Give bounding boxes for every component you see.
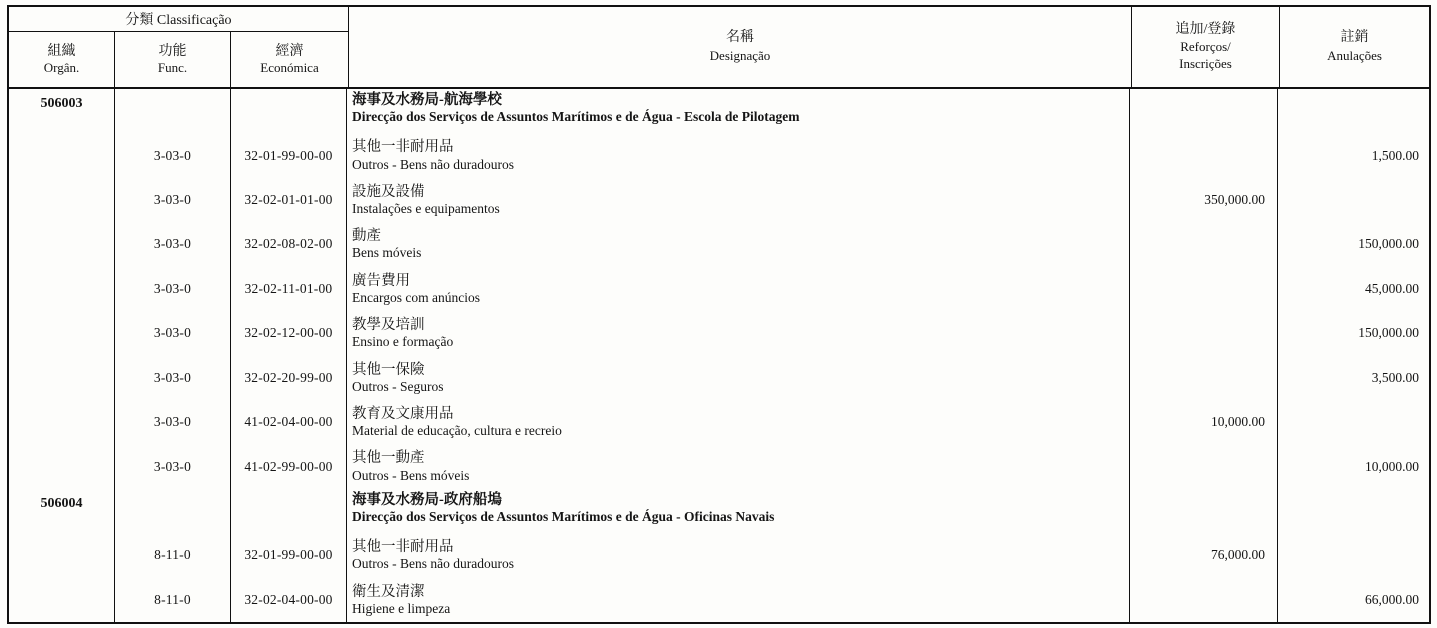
org-code-cell [9, 133, 115, 177]
table-row [9, 178, 1429, 222]
func-code-cell [115, 311, 231, 355]
econ-code: 32-02-04-00-00 [244, 591, 333, 607]
cancellations-amount: 150,000.00 [1358, 325, 1419, 341]
reinforcements-amount: 76,000.00 [1211, 547, 1265, 563]
designation-cell [347, 356, 1130, 400]
reinforcements-cell [1130, 311, 1278, 355]
designation-zh: 衛生及清潔 [352, 583, 425, 600]
designation-pt: Outros - Seguros [352, 378, 444, 394]
cancellations-amount: 3,500.00 [1371, 369, 1419, 385]
func-code-cell [115, 578, 231, 622]
reinforcements-cell [1130, 444, 1278, 488]
designation-pt: Higiene e limpeza [352, 600, 451, 616]
econ-code: 41-02-99-00-00 [244, 458, 333, 474]
cancellations-cell [1278, 489, 1429, 533]
func-code-cell [115, 533, 231, 577]
econ-code: 32-02-11-01-00 [244, 280, 333, 296]
func-code-cell [115, 400, 231, 444]
econ-code: 32-01-99-00-00 [244, 547, 333, 563]
designation-cell [347, 267, 1130, 311]
econ-code-cell [231, 222, 347, 266]
designation-zh: 其他一動產 [352, 450, 425, 467]
designation-cell [347, 533, 1130, 577]
reinforcements-cell [1130, 178, 1278, 222]
econ-code-cell [231, 489, 347, 533]
scan-noise [0, 0, 2, 2]
econ-code: 32-02-01-01-00 [244, 192, 333, 208]
func-code: 3-03-0 [153, 192, 192, 208]
org-code-cell [9, 89, 115, 133]
cancellations-cell [1278, 178, 1429, 222]
cancellations-cell [1278, 533, 1429, 577]
designation-pt: Ensino e formação [352, 334, 454, 350]
func-code-cell [115, 356, 231, 400]
header-designation-zh: 名稱 [726, 30, 754, 46]
reinforcements-cell [1130, 533, 1278, 577]
cancellations-amount: 150,000.00 [1358, 236, 1419, 252]
designation-zh: 動產 [352, 228, 381, 245]
designation-zh: 其他一非耐用品 [352, 539, 454, 556]
designation-zh: 其他一非耐用品 [352, 139, 454, 156]
func-code-cell [115, 489, 231, 533]
func-code: 3-03-0 [153, 280, 192, 296]
reinforcements-cell [1130, 267, 1278, 311]
header-designation [349, 7, 1132, 87]
func-code: 3-03-0 [153, 369, 192, 385]
func-code: 8-11-0 [154, 591, 191, 607]
designation-cell [347, 311, 1130, 355]
table-row [9, 356, 1429, 400]
func-code: 3-03-0 [153, 147, 192, 163]
reinforcements-cell [1130, 222, 1278, 266]
designation-zh: 教育及文康用品 [352, 406, 454, 422]
designation-cell [347, 578, 1130, 622]
header-org [9, 32, 115, 87]
func-code: 3-03-0 [153, 414, 192, 430]
table-row [9, 400, 1429, 444]
header-func-pt: Func. [157, 60, 188, 76]
header-reinforcements-pt2: Inscrições [1179, 56, 1232, 72]
designation-zh: 設施及設備 [352, 183, 425, 200]
econ-code-cell [231, 444, 347, 488]
func-code: 3-03-0 [153, 325, 192, 341]
header-cancellations-pt: Anulações [1327, 47, 1382, 63]
designation-pt: Material de educação, cultura e recreio [352, 423, 562, 439]
header-reinforcements-zh: 追加/登錄 [1175, 22, 1236, 38]
econ-code: 32-02-08-02-00 [244, 236, 333, 252]
reinforcements-cell [1130, 400, 1278, 444]
org-code-cell [9, 178, 115, 222]
designation-zh: 教學及培訓 [352, 317, 425, 334]
designation-pt: Outros - Bens não duradouros [352, 156, 514, 172]
func-code-cell [115, 133, 231, 177]
econ-code: 32-01-99-00-00 [244, 147, 333, 163]
cancellations-cell [1278, 356, 1429, 400]
designation-cell [347, 222, 1130, 266]
org-code-cell [9, 356, 115, 400]
reinforcements-cell [1130, 89, 1278, 133]
header-org-zh: 組織 [47, 43, 76, 59]
cancellations-cell [1278, 222, 1429, 266]
func-code: 3-03-0 [153, 236, 192, 252]
designation-cell [347, 489, 1130, 533]
header-designation-pt: Designação [709, 47, 771, 63]
func-code: 8-11-0 [154, 547, 191, 563]
cancellations-cell [1278, 578, 1429, 622]
table-row [9, 267, 1429, 311]
designation-cell [347, 178, 1130, 222]
header-econ-pt: Económica [260, 60, 319, 76]
org-code-cell [9, 222, 115, 266]
reinforcements-cell [1130, 133, 1278, 177]
func-code-cell [115, 267, 231, 311]
econ-code-cell [231, 533, 347, 577]
econ-code-cell [231, 133, 347, 177]
designation-cell [347, 133, 1130, 177]
designation-pt: Encargos com anúncios [352, 289, 480, 305]
designation-pt: Outros - Bens móveis [352, 467, 470, 483]
designation-zh: 海事及水務局-政府船塢 [352, 491, 502, 508]
cancellations-amount: 45,000.00 [1365, 280, 1419, 296]
cancellations-amount: 10,000.00 [1365, 458, 1419, 474]
table-row-section-506004 [9, 489, 1429, 533]
org-code-cell [9, 578, 115, 622]
header-reinforcements [1132, 7, 1280, 87]
econ-code: 41-02-04-00-00 [244, 414, 333, 430]
econ-code-cell [231, 89, 347, 133]
cancellations-cell [1278, 89, 1429, 133]
reinforcements-amount: 10,000.00 [1211, 414, 1265, 430]
reinforcements-cell [1130, 578, 1278, 622]
table-row-section-506003 [9, 89, 1429, 133]
table-row [9, 533, 1429, 577]
designation-pt: Direcção dos Serviços de Assuntos Marítimos e de Água - Oficinas Navais [352, 508, 775, 524]
econ-code: 32-02-20-99-00 [244, 369, 333, 385]
org-code-cell [9, 311, 115, 355]
designation-cell [347, 400, 1130, 444]
table-row [9, 311, 1429, 355]
cancellations-amount: 1,500.00 [1371, 147, 1419, 163]
designation-pt: Direcção dos Serviços de Assuntos Marítimos e de Água - Escola de Pilotagem [352, 109, 800, 125]
org-code-cell [9, 533, 115, 577]
header-org-pt: Orgân. [43, 60, 80, 76]
designation-pt: Instalações e equipamentos [352, 201, 500, 217]
budget-table [7, 5, 1431, 624]
table-header [9, 7, 1429, 89]
cancellations-cell [1278, 400, 1429, 444]
econ-code-cell [231, 578, 347, 622]
cancellations-cell [1278, 311, 1429, 355]
table-row [9, 444, 1429, 488]
table-row [9, 133, 1429, 177]
econ-code-cell [231, 356, 347, 400]
header-classification: 分類 Classificação [9, 7, 348, 32]
func-code-cell [115, 178, 231, 222]
designation-zh: 海事及水務局-航海學校 [352, 92, 502, 108]
reinforcements-cell [1130, 356, 1278, 400]
cancellations-cell [1278, 133, 1429, 177]
designation-pt: Outros - Bens não duradouros [352, 556, 514, 572]
header-func-zh: 功能 [158, 43, 187, 59]
org-code-cell [9, 489, 115, 533]
cancellations-cell [1278, 267, 1429, 311]
header-econ-zh: 經濟 [275, 43, 304, 59]
econ-code: 32-02-12-00-00 [244, 325, 333, 341]
header-cancellations-zh: 註銷 [1340, 30, 1369, 46]
table-row [9, 222, 1429, 266]
econ-code-cell [231, 267, 347, 311]
org-code-cell [9, 444, 115, 488]
header-reinforcements-pt1: Reforços/ [1180, 39, 1231, 55]
table-row [9, 578, 1429, 622]
designation-pt: Bens móveis [352, 245, 422, 261]
func-code-cell [115, 89, 231, 133]
header-econ [231, 32, 348, 87]
designation-cell [347, 89, 1130, 133]
table-body [9, 89, 1429, 622]
cancellations-amount: 66,000.00 [1365, 591, 1419, 607]
designation-zh: 廣告費用 [352, 272, 410, 289]
org-code-cell [9, 400, 115, 444]
func-code-cell [115, 444, 231, 488]
econ-code-cell [231, 311, 347, 355]
func-code: 3-03-0 [153, 458, 192, 474]
reinforcements-amount: 350,000.00 [1204, 192, 1265, 208]
header-func [115, 32, 231, 87]
reinforcements-cell [1130, 489, 1278, 533]
header-classification-subcolumns [9, 32, 348, 87]
designation-cell [347, 444, 1130, 488]
header-classification-group [9, 7, 349, 87]
designation-zh: 其他一保險 [352, 361, 425, 378]
header-cancellations [1280, 7, 1429, 87]
econ-code-cell [231, 178, 347, 222]
cancellations-cell [1278, 444, 1429, 488]
org-code-cell [9, 267, 115, 311]
func-code-cell [115, 222, 231, 266]
econ-code-cell [231, 400, 347, 444]
org-code: 506004 [40, 495, 83, 511]
org-code: 506003 [40, 96, 83, 111]
